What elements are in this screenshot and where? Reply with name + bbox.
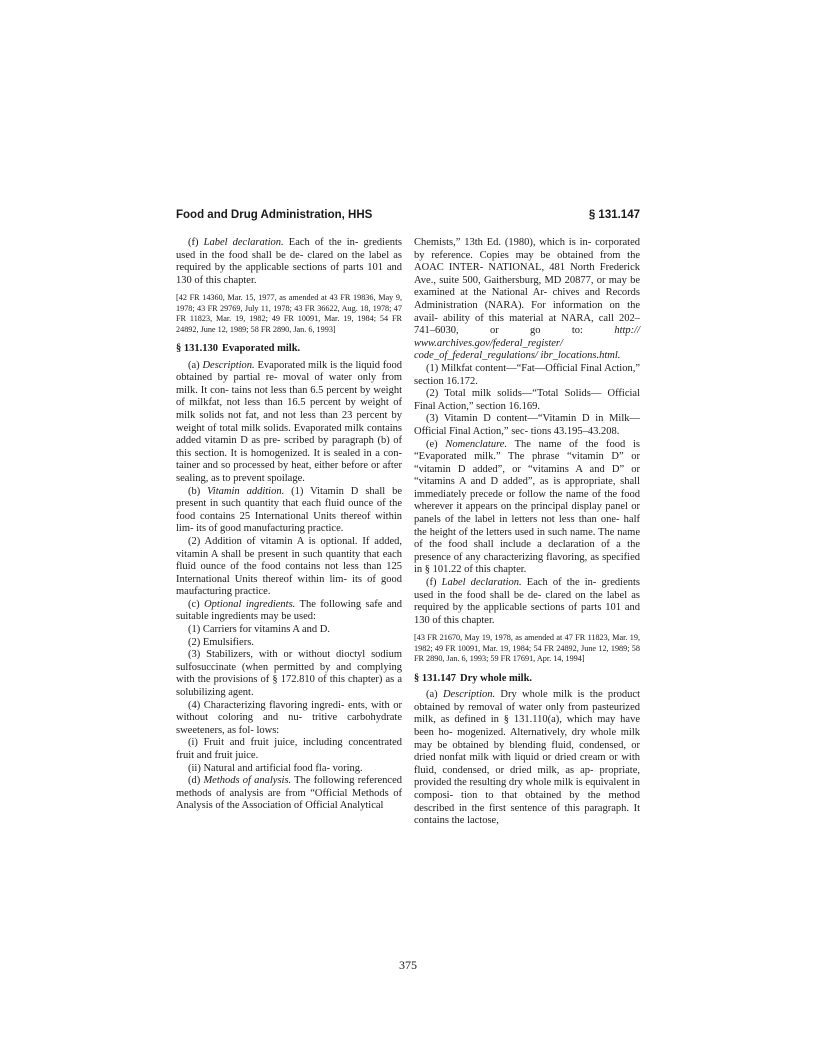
paragraph-c1: (1) Carriers for vitamins A and D.: [188, 624, 331, 636]
paragraph-b2: (2) Addition of vitamin A is optional. If added, vitamin A shall be present in such quantity that each fluid ounce of the food contains not less than 125 International Units thereof within lim- its of good maufacturing practice.: [176, 535, 402, 598]
paragraph-c2: (2) Emulsifiers.: [188, 636, 254, 648]
section-heading: § 131.130 Evaporated milk.: [176, 343, 301, 354]
left-column: [176, 237, 402, 813]
paragraph-f-label-declaration: (f) Label declaration. Each of the in- gredients used in the food shall be de- clared on the label as required by the applicable sections of parts 101 and 130 of this chapter.: [414, 577, 640, 626]
page-number: 375: [399, 958, 417, 972]
section-heading: § 131.147 Dry whole milk.: [414, 672, 533, 684]
running-header: [176, 209, 640, 227]
paragraph-c4: (4) Characterizing flavoring ingredi- ents, with or without coloring and nu- tritive carbohydrate sweeteners, as fol- lows:: [176, 699, 402, 736]
paragraph-c4i: (i) Fruit and fruit juice, including concentrated fruit and fruit juice.: [176, 737, 402, 761]
paragraph-d-methods: (d) Methods of analysis. The following referenced methods of analysis are from “Official Methods of Analysis of the Association of Official Analytical: [176, 775, 402, 812]
right-column: [414, 237, 640, 828]
agency-name: Food and Drug Administration, HHS: [176, 209, 373, 221]
source-note: [42 FR 14360, Mar. 15, 1977, as amended at 43 FR 19836, May 9, 1978; 43 FR 29769, July 11, 1978; 43 FR 36622, Aug. 18, 1978; 47 FR 11823, Mar. 19, 1982; 49 FR 10091, Mar. 19, 1984; 54 FR 24892, June 12, 1989; 58 FR 2890, Jan. 6, 1993]: [176, 293, 402, 334]
paragraph-d3: (3) Vitamin D content—“Vitamin D in Milk—Official Final Action,” sec- tions 43.195–43.208.: [414, 413, 640, 437]
paragraph-d-continued: Chemists,” 13th Ed. (1980), which is in- corporated by reference. Copies may be obtained from the AOAC INTER- NATIONAL, 481 North Frederick Ave., suite 500, Gaithersburg, MD 20877, or may be examined at the National Ar- chives and Records Administration (NARA). For information on the avail- ability of this material at NARA, call 202–741–6030, or go to: http:// www.archives.gov/federal_register/ code_of_federal_regulations/ ibr_locations.html.: [414, 237, 640, 362]
archives-link[interactable]: http:// www.archives.gov/federal_register/ code_of_federal_regulations/ ibr_locations.html.: [414, 325, 640, 362]
paragraph-e-nomenclature: (e) Nomenclature. The name of the food is “Evaporated milk.” The phrase “vitamin D” or “vitamin D added”, or “vitamins A and D” or “vitamins A and D added”, as is appropriate, shall immediately precede or follow the name of the food wherever it appears on the principal display panel or panels of the label in letters not less than one- half the height of the letters used in such name. The name of the food shall include a declaration of a the presence of any characterizing flavoring, as specified in § 101.22 of this chapter.: [414, 438, 640, 576]
paragraph-f-label-declaration: (f) Label declaration. Each of the in- gredients used in the food shall be de- clared on the label as required by the applicable sections of parts 101 and 130 of this chapter.: [176, 237, 402, 286]
paragraph-a-description: (a) Description. Dry whole milk is the product obtained by removal of water only from pasteurized milk, as defined in § 131.110(a), which may have been ho- mogenized. Alternatively, dry whole milk may be obtained by blending fluid, condensed, or dried nonfat milk with liquid or dried cream or with fluid, condensed, or dried milk, as ap- propriate, provided the resulting dry whole milk is equivalent in composi- tion to that obtained by the method described in the first sentence of this paragraph. It contains the lactose,: [414, 689, 640, 827]
source-note: [43 FR 21670, May 19, 1978, as amended at 47 FR 11823, Mar. 19, 1982; 49 FR 10091, Mar. 19, 1984; 54 FR 24892, June 12, 1989; 58 FR 2890, Jan. 6, 1993; 59 FR 17691, Apr. 14, 1994]: [414, 633, 640, 664]
paragraph-c3: (3) Stabilizers, with or without dioctyl sodium sulfosuccinate (when permitted by and complying with the provisions of § 172.810 of this chapter) as a solubilizing agent.: [176, 649, 402, 699]
paragraph-c-optional-ingredients: (c) Optional ingredients. The following safe and suitable ingredients may be used:: [176, 598, 402, 623]
paragraph-d2: (2) Total milk solids—“Total Solids— Official Final Action,” section 16.169.: [414, 388, 640, 412]
section-number: § 131.147: [588, 209, 640, 221]
paragraph-b-vitamin-addition: (b) Vitamin addition. (1) Vitamin D shall be present in such quantity that each fluid ounce of the food contains 25 International Units thereof within lim- its of good manufacturing practice.: [176, 485, 402, 535]
paragraph-c4ii: (ii) Natural and artificial food fla- voring.: [188, 762, 363, 774]
paragraph-d1: (1) Milkfat content—“Fat—Official Final Action,” section 16.172.: [414, 362, 640, 387]
paragraph-a-description: (a) Description. Evaporated milk is the liquid food obtained by partial re- moval of water only from milk. It con- tains not less than 6.5 percent by weight of milkfat, not less than 16.5 percent by weight of milk solids not fat, and not less than 23 percent by weight of total milk solids. Evaporated milk contains added vitamin D as pre- scribed by paragraph (b) of this section. It is homogenized. It is sealed in a con- tainer and so processed by heat, either before or after sealing, as to prevent spoilage.: [176, 359, 403, 484]
